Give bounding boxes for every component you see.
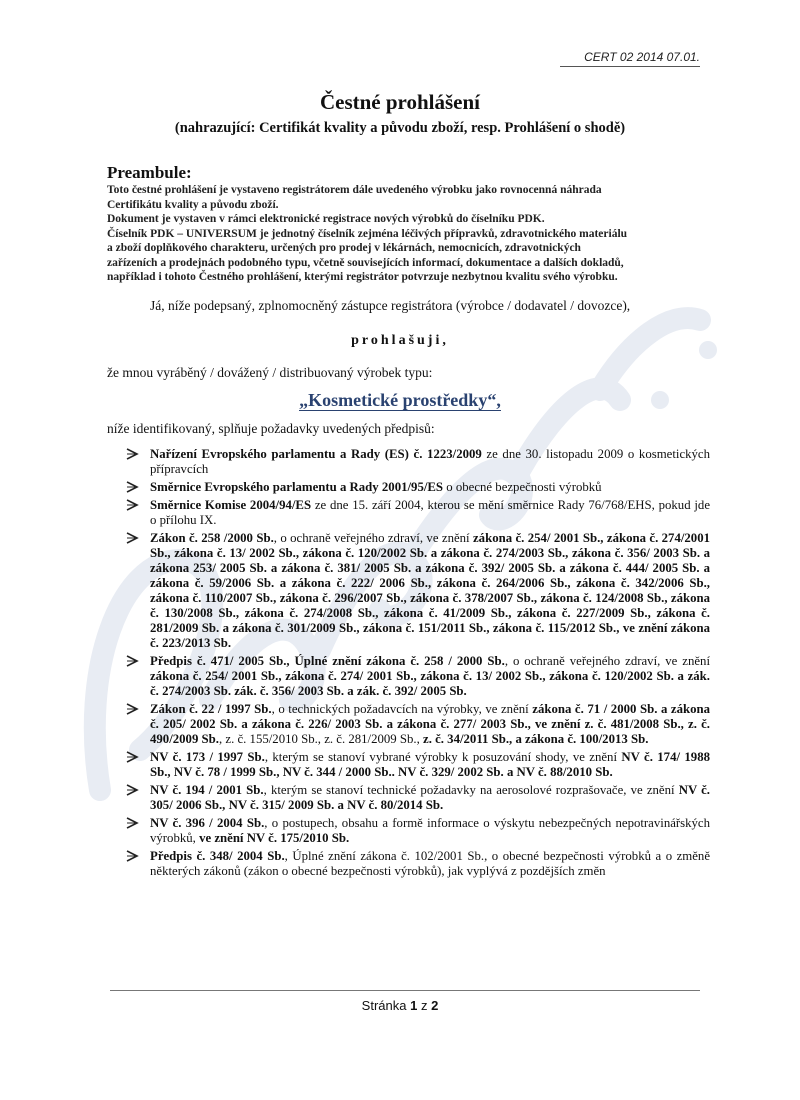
preamble-line: Toto čestné prohlášení je vystaveno registrátorem dále uvedeného výrobku jako rovnocenná náhrada bbox=[107, 184, 602, 196]
regulation-text: ze dne 30. listopadu 2009 o kosmetických přípravcích bbox=[150, 447, 711, 476]
regulation-text: Směrnice Komise 2004/94/ES bbox=[150, 498, 312, 512]
regulation-text: NV č. 396 / 2004 Sb. bbox=[150, 816, 265, 830]
regulation-text: o obecné bezpečnosti výrobků bbox=[443, 480, 602, 494]
regulation-item bbox=[125, 480, 710, 495]
arrow-bullet-icon bbox=[125, 498, 141, 512]
arrow-bullet-icon bbox=[125, 531, 141, 545]
regulation-text: zákona č. 71 / 2000 Sb. a zákona č. 205/ 2002 Sb. a zákona č. 226/ 2003 Sb. a zákona č. 277/ 2003 Sb., ve znění z. č. 481/2008 Sb., z. č. 490/2009 Sb. bbox=[150, 702, 710, 746]
page-separator: z bbox=[420, 998, 428, 1013]
regulation-item bbox=[125, 654, 710, 699]
regulation-text: ze dne 15. září 2004, kterou se mění směrnice Rady 76/768/EHS, pokud jde o přílohu IX. bbox=[150, 498, 710, 527]
arrow-bullet-icon bbox=[125, 783, 141, 797]
arrow-bullet-icon bbox=[125, 702, 141, 716]
header-underline bbox=[560, 66, 700, 67]
document-title: Čestné prohlášení bbox=[319, 90, 481, 114]
document-code: CERT 02 2014 07.01. bbox=[584, 50, 700, 64]
regulation-item bbox=[125, 447, 710, 477]
regulation-text: Předpis č. 471/ 2005 Sb., Úplné znění zákona č. 258 / 2000 Sb. bbox=[150, 654, 505, 668]
regulation-text: Směrnice Evropského parlamentu a Rady 2001/95/ES bbox=[150, 480, 444, 494]
regulation-text: NV č. 174/ 1988 Sb., NV č. 78 / 1999 Sb., NV č. 344 / 2000 Sb.. NV č. 329/ 2002 Sb. a NV č. 88/2010 Sb. bbox=[150, 750, 710, 779]
regulation-item bbox=[125, 531, 710, 651]
page-current: 1 bbox=[410, 998, 418, 1013]
regulation-text: Nařízení Evropského parlamentu a Rady (ES) č. 1223/2009 bbox=[150, 447, 482, 461]
regulation-item bbox=[125, 750, 710, 780]
regulation-text: , Úplné znění zákona č. 102/2001 Sb., o obecné bezpečnosti výrobků a o změně některých zákonů (zákon o obecné bezpečnosti výrobků), jak vyplývá z pozdějších změn bbox=[150, 849, 711, 878]
regulations-list bbox=[125, 447, 710, 882]
regulation-item bbox=[125, 702, 710, 747]
arrow-bullet-icon bbox=[125, 654, 141, 668]
preamble-line: Číselník PDK – UNIVERSUM je jednotný číselník zejména léčivých přípravků, zdravotnického materiálu bbox=[107, 227, 628, 240]
arrow-bullet-icon bbox=[125, 849, 141, 863]
regulation-text: , kterým se stanoví vybrané výrobky k posuzování shody, ve znění bbox=[264, 750, 622, 764]
regulation-text: NV č. 173 / 1997 Sb. bbox=[150, 750, 265, 764]
regulation-text: NV č. 194 / 2001 Sb. bbox=[150, 783, 264, 797]
footer-divider bbox=[110, 990, 700, 991]
regulation-text: , o ochraně veřejného zdraví, ve znění bbox=[273, 531, 473, 545]
regulation-item bbox=[125, 816, 710, 846]
preamble-line: a zboží doplňkového charakteru, určených pro prodej v lékárnách, nemocnicích, zdravotnických bbox=[107, 242, 581, 254]
declaration-statement: prohlašuji, bbox=[351, 333, 449, 348]
page-label: Stránka bbox=[361, 998, 407, 1013]
regulation-text: zákona č. 254/ 2001 Sb., zákona č. 274/ 2001 Sb., zákona č. 13/ 2002 Sb., zákona č. 120/2002 Sb. a zák. č. 274/2003 Sb. zák. č. 356/ 2003 Sb. a zák. č. 392/ 2005 Sb. bbox=[150, 669, 710, 698]
arrow-bullet-icon bbox=[125, 816, 141, 830]
regulation-text: , z. č. 155/2010 Sb., z. č. 281/2009 Sb., bbox=[218, 732, 424, 746]
arrow-bullet-icon bbox=[125, 480, 141, 494]
regulation-text: z. č. 34/2011 Sb., a zákona č. 100/2013 Sb. bbox=[423, 732, 649, 746]
regulation-text: Zákon č. 258 /2000 Sb. bbox=[150, 531, 274, 545]
regulation-text: ve znění NV č. 175/2010 Sb. bbox=[199, 831, 350, 845]
declarant-intro: Já, níže podepsaný, zplnomocněný zástupce registrátora (výrobce / dodavatel / dovozce), bbox=[150, 298, 631, 313]
compliance-statement: níže identifikovaný, splňuje požadavky uvedených předpisů: bbox=[107, 421, 435, 436]
regulation-text: Zákon č. 22 / 1997 Sb. bbox=[150, 702, 272, 716]
preamble-line: Certifikátu kvality a původu zboží. bbox=[107, 198, 279, 211]
regulation-text: zákona č. 254/ 2001 Sb., zákona č. 274/2001 Sb., zákona č. 13/ 2002 Sb., zákona č. 120/2002 Sb. a zákona č. 274/2003 Sb., zákona č. 356/ 2003 Sb. a zákona 253/ 2005 Sb. a zákona č. 381/ 2005 Sb. a zákona č. 392/ 2005 Sb. a zákona č. 444/ 2005 Sb. a zákona č. 59/2006 Sb. a zákona č. 222/ 2006 Sb., zákona č. 264/2006 Sb., zákona č. 342/2006 Sb., zákona č. 110/2007 Sb., zákona č. 296/2007 Sb., zákona č. 378/2007 Sb., zákona č. 124/2008 Sb., zákona č. 130/2008 Sb., zákona č. 274/2008 Sb., zákona č. 41/2009 Sb., zákona č. 227/2009 Sb., zákona č. 281/2009 Sb. a zákona č. 301/2009 Sb., zákona č. 151/2011 Sb., zákona č. 115/2012 Sb., ve znění zákona č. 223/2013 Sb. bbox=[150, 531, 710, 650]
regulation-text: , o technických požadavcích na výrobky, ve znění bbox=[271, 702, 533, 716]
product-type bbox=[0, 390, 800, 411]
regulation-text: , o postupech, obsahu a formě informace o výskytu nebezpečných nepotravinářských výrobků, bbox=[150, 816, 711, 845]
page-counter bbox=[0, 998, 800, 1013]
preamble-heading: Preambule: bbox=[107, 163, 192, 182]
regulation-text: Předpis č. 348/ 2004 Sb. bbox=[150, 849, 285, 863]
arrow-bullet-icon bbox=[125, 447, 141, 461]
preamble-text bbox=[107, 183, 707, 285]
regulation-item bbox=[125, 783, 710, 813]
regulation-item bbox=[125, 849, 710, 879]
regulation-text: , o ochraně veřejného zdraví, ve znění bbox=[504, 654, 711, 668]
arrow-bullet-icon bbox=[125, 750, 141, 764]
document-subtitle: (nahrazující: Certifikát kvality a původu zboží, resp. Prohlášení o shodě) bbox=[174, 120, 626, 136]
product-type-text: „Kosmetické prostředky“, bbox=[299, 390, 501, 410]
regulation-text: , kterým se stanoví technické požadavky na aerosolové rozprašovače, ve znění bbox=[263, 783, 679, 797]
regulation-item bbox=[125, 498, 710, 528]
preamble-line: například i tohoto Čestného prohlášení, kterými registrátor potvrzuje nezbytnou kvalitu svého výrobku. bbox=[107, 271, 618, 283]
page-total: 2 bbox=[431, 998, 439, 1013]
preamble-line: zařízeních a prodejnách podobného typu, včetně souvisejících informací, dokumentace a dalších dokladů, bbox=[107, 256, 624, 269]
preamble-line: Dokument je vystaven v rámci elektronické registrace nových výrobků do číselníku PDK. bbox=[107, 213, 545, 225]
regulation-text: NV č. 305/ 2006 Sb., NV č. 315/ 2009 Sb. a NV č. 80/2014 Sb. bbox=[150, 783, 710, 812]
product-intro: že mnou vyráběný / dovážený / distribuovaný výrobek typu: bbox=[107, 365, 433, 380]
